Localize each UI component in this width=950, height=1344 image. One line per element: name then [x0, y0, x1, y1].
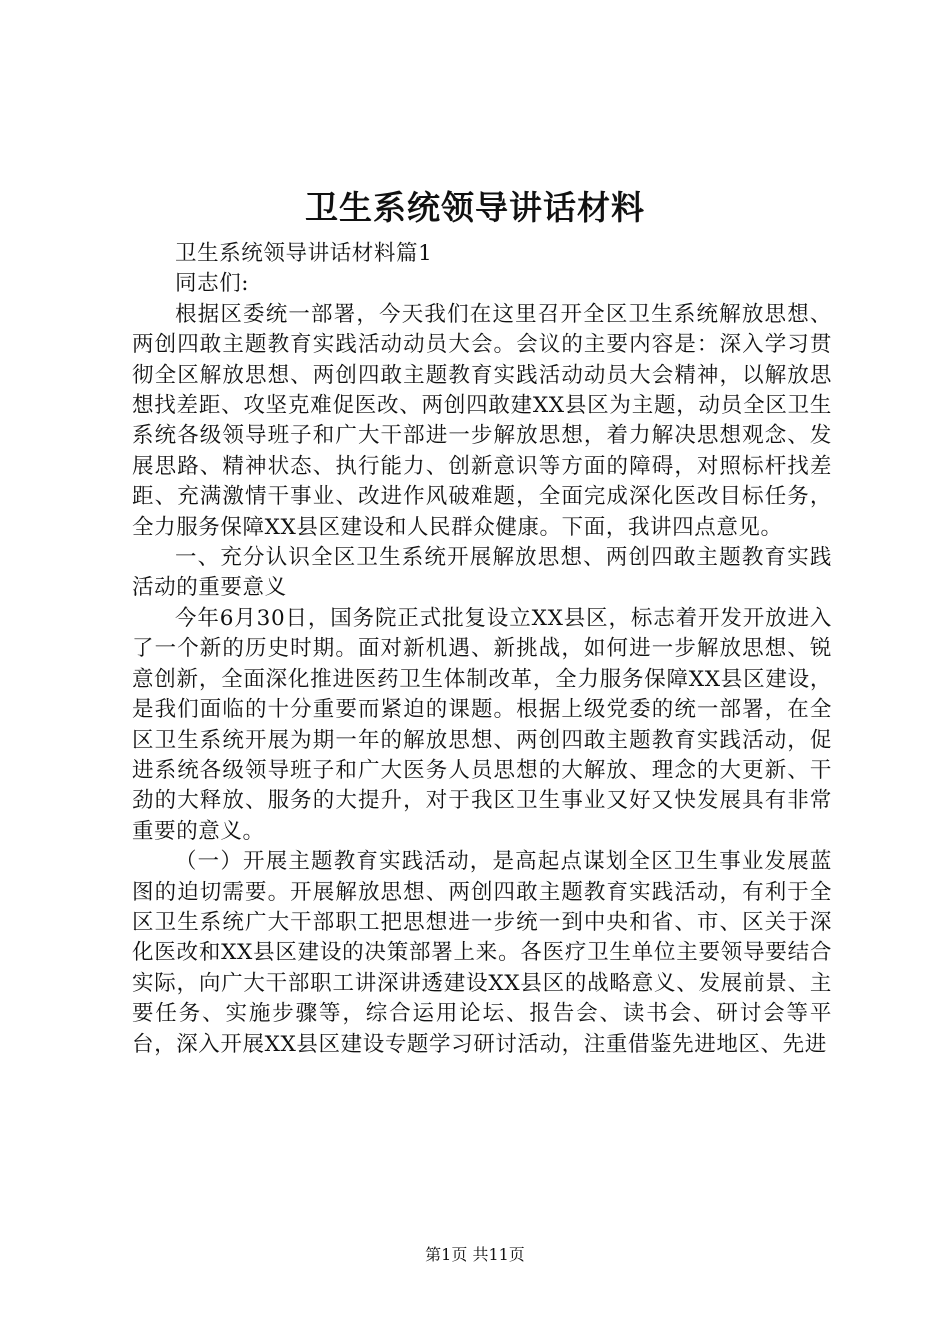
paragraph: 根据区委统一部署，今天我们在这里召开全区卫生系统解放思想、两创四敢主题教育实践活动动员大会。会议的主要内容是：深入学习贯彻全区解放思想、两创四敢主题教育实践活动动员大会精神，以解放思想找差距、攻坚克难促医改、两创四敢建XX县区为主题，动员全区卫生系统各级领导班子和广大干部进一步解放思想，着力解决思想观念、发展思路、精神状态、执行能力、创新意识等方面的障碍，对照标杆找差距、充满激情干事业、改进作风破难题，全面完成深化医改目标任务，全力服务保障XX县区建设和人民群众健康。下面，我讲四点意见。: [132, 301, 832, 540]
page-footer: 第1页 共11页: [425, 1245, 525, 1264]
paragraph: 今年6月30日，国务院正式批复设立XX县区，标志着开发开放进入了一个新的历史时期。面对新机遇、新挑战，如何进一步解放思想、锐意创新，全面深化推进医药卫生体制改革，全力服务保障XX县区建设，是我们面临的十分重要而紧迫的课题。根据上级党委的统一部署，在全区卫生系统开展为期一年的解放思想、两创四敢主题教育实践活动，促进系统各级领导班子和广大医务人员思想的大解放、理念的大更新、干劲的大释放、服务的大提升，对于我区卫生事业又好又快发展具有非常重要的意义。: [132, 605, 832, 844]
document-body: [132, 239, 832, 1060]
section-heading: 一、充分认识全区卫生系统开展解放思想、两创四敢主题教育实践活动的重要意义: [132, 545, 832, 601]
section-heading: 卫生系统领导讲话材料篇1: [175, 241, 433, 266]
salutation: 同志们:: [175, 271, 250, 297]
document-title: 卫生系统领导讲话材料: [305, 188, 645, 227]
paragraph: （一）开展主题教育实践活动，是高起点谋划全区卫生事业发展蓝图的迫切需要。开展解放思想、两创四敢主题教育实践活动，有利于全区卫生系统广大干部职工把思想进一步统一到中央和省、市、区关于深化医改和XX县区建设的决策部署上来。各医疗卫生单位主要领导要结合实际，向广大干部职工讲深讲透建设XX县区的战略意义、发展前景、主要任务、实施步骤等，综合运用论坛、报告会、读书会、研讨会等平台，深入开展XX县区建设专题学习研讨活动，注重借鉴先进地区、先进: [132, 849, 832, 1057]
